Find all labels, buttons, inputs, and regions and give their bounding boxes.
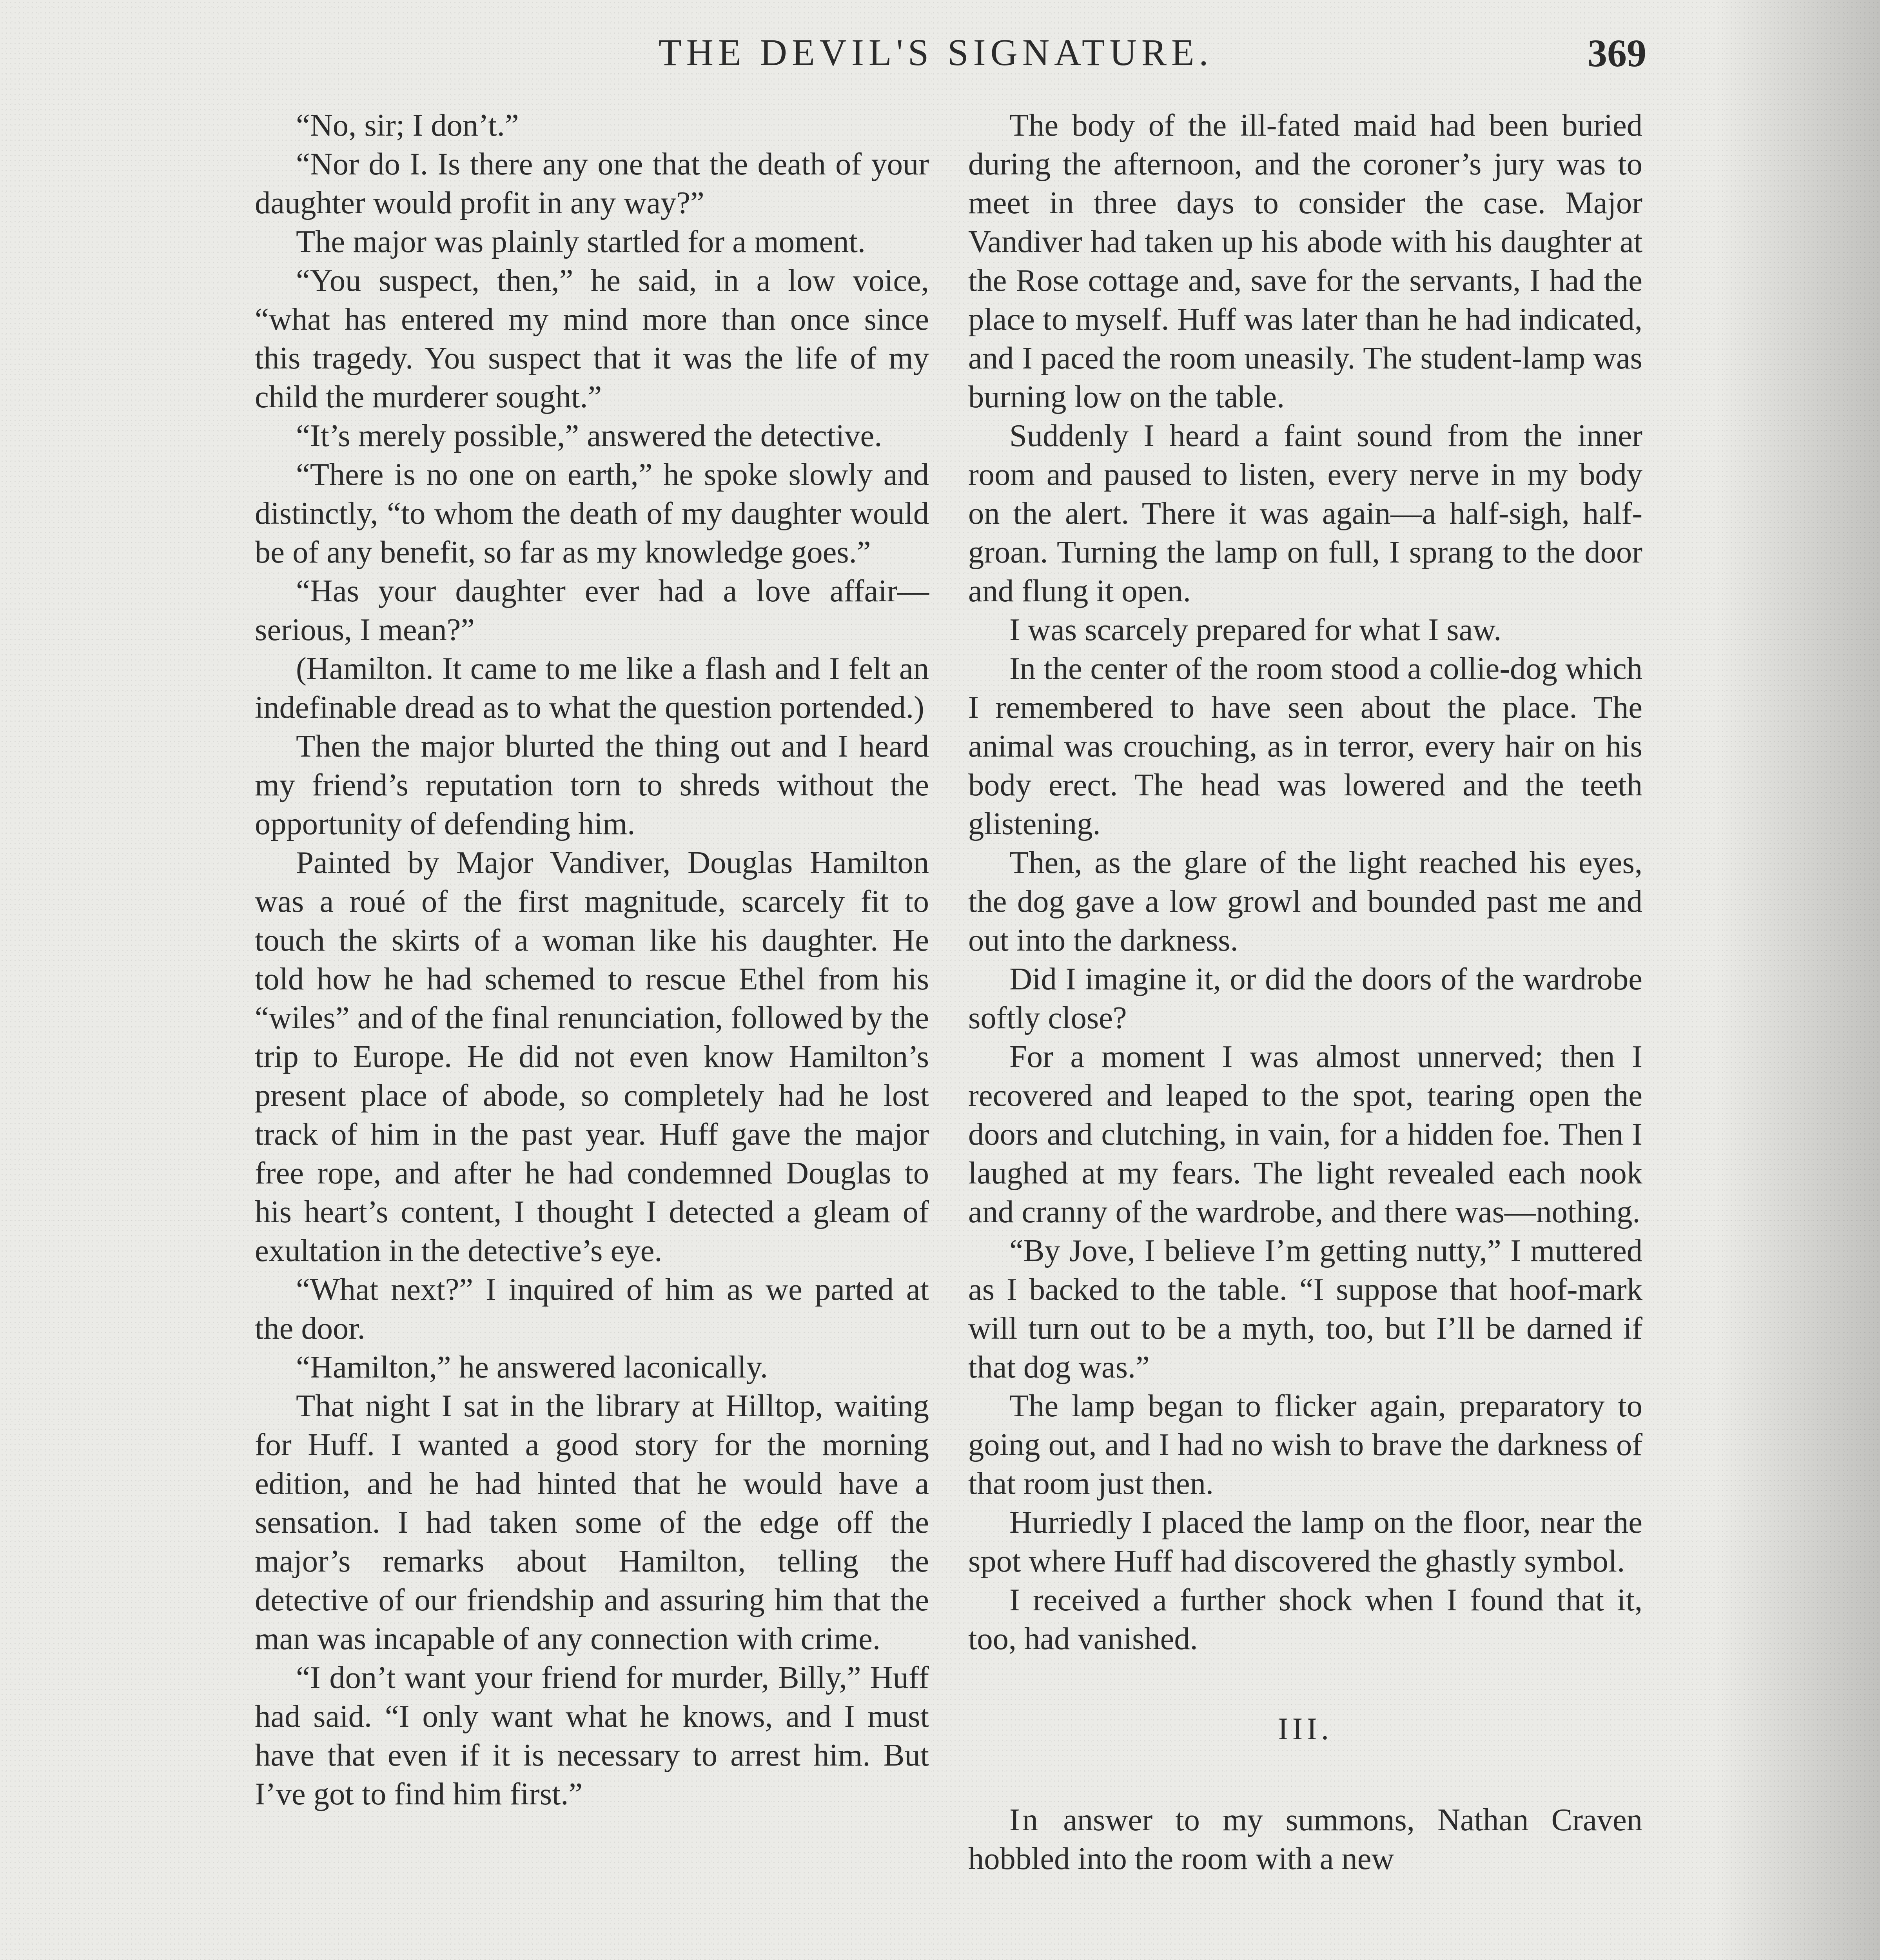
- paragraph: “By Jove, I believe I’m getting nutty,” I muttered as I backed to the table. “I suppose that hoof-mark will turn out to be a myth, too, but I’ll be darned if that dog was.”: [968, 1233, 1642, 1385]
- paragraph: (Hamilton. It came to me like a flash and I felt an indefinable dread as to what the question portended.): [255, 651, 929, 725]
- paragraph: “I don’t want your friend for murder, Billy,” Huff had said. “I only want what he knows, and I must have that even if it is necessary to arrest him. But I’ve got to find him first.”: [255, 1660, 929, 1811]
- left-column: [255, 106, 929, 1813]
- paragraph: In the center of the room stood a collie-dog which I remembered to have seen about the place. The animal was crouching, as in terror, every hair on his body erect. The head was lowered and the teeth glistening.: [968, 651, 1642, 841]
- page-number: 369: [1588, 31, 1646, 75]
- paragraph: Then, as the glare of the light reached his eyes, the dog gave a low growl and bounded past me and out into the darkness.: [968, 845, 1642, 958]
- page-header: [259, 31, 1646, 82]
- paragraph: Suddenly I heard a faint sound from the inner room and paused to listen, every nerve in my body on the alert. There it was again—a half-sigh, half-groan. Turning the lamp on full, I sprang to the door and flung it open.: [968, 418, 1642, 608]
- paragraph: That night I sat in the library at Hilltop, waiting for Huff. I wanted a good story for the morning edition, and he had hinted that he would have a sensation. I had taken some of the edge off the major’s remarks about Hamilton, telling the detective of our friendship and assuring him that the man was incapable of any connection with crime.: [255, 1388, 929, 1656]
- paragraph: “What next?” I inquired of him as we parted at the door.: [255, 1272, 929, 1346]
- paragraph: “Has your daughter ever had a love affair—serious, I mean?”: [255, 573, 929, 647]
- paragraph: I received a further shock when I found that it, too, had vanished.: [968, 1583, 1642, 1656]
- paragraph: The major was plainly startled for a moment.: [296, 224, 866, 259]
- paragraph: “It’s merely possible,” answered the detective.: [296, 418, 882, 453]
- paragraph: “There is no one on earth,” he spoke slowly and distinctly, “to whom the death of my daughter would be of any benefit, so far as my knowledge goes.”: [255, 457, 929, 570]
- paragraph: Then the major blurted the thing out and I heard my friend’s reputation torn to shreds without the opportunity of defending him.: [255, 729, 929, 841]
- paragraph: The lamp began to flicker again, preparatory to going out, and I had no wish to brave the darkness of that room just then.: [968, 1388, 1642, 1501]
- paragraph: For a moment I was almost unnerved; then I recovered and leaped to the spot, tearing open the doors and clutching, in vain, for a hidden foe. Then I laughed at my fears. The light revealed each nook and cranny of the wardrobe, and there was—nothing.: [968, 1039, 1642, 1229]
- lead-word: In: [1009, 1802, 1041, 1837]
- opening-text: answer to my summons, Nathan Craven hobbled into the room with a new: [968, 1802, 1642, 1876]
- paragraph: I was scarcely prepared for what I saw.: [1009, 612, 1502, 647]
- paragraph: Did I imagine it, or did the doors of the wardrobe softly close?: [968, 962, 1642, 1035]
- paragraph: Painted by Major Vandiver, Douglas Hamilton was a roué of the first magnitude, scarcely fit to touch the skirts of a woman like his daughter. He told how he had schemed to rescue Ethel from his “wiles” and of the final renunciation, followed by the trip to Europe. He did not even know Hamilton’s present place of abode, so completely had he lost track of him in the past year. Huff gave the major free rope, and after he had condemned Douglas to his heart’s content, I thought I detected a gleam of exultation in the detective’s eye.: [255, 845, 929, 1268]
- section-opening-paragraph: [968, 1800, 1642, 1878]
- paragraph: “No, sir; I don’t.”: [296, 108, 519, 143]
- page-edge-shadow: [1715, 0, 1880, 1960]
- paragraph: “You suspect, then,” he said, in a low voice, “what has entered my mind more than once since this tragedy. You suspect that it was the life of my child the murderer sought.”: [255, 263, 929, 414]
- running-title: THE DEVIL'S SIGNATURE.: [659, 31, 1213, 73]
- paragraph: The body of the ill-fated maid had been buried during the afternoon, and the coroner’s jury was to meet in three days to consider the case. Major Vandiver had taken up his abode with his daughter at the Rose cottage and, save for the servants, I had the place to myself. Huff was later than he had indicated, and I paced the room uneasily. The student-lamp was burning low on the table.: [968, 108, 1642, 414]
- paragraph: Hurriedly I placed the lamp on the floor, near the spot where Huff had discovered the ghastly symbol.: [968, 1505, 1642, 1579]
- paragraph: “Hamilton,” he answered laconically.: [296, 1350, 768, 1385]
- section-heading: III.: [1278, 1712, 1333, 1746]
- right-column: [968, 106, 1642, 1878]
- paragraph: “Nor do I. Is there any one that the death of your daughter would profit in any way?”: [255, 147, 929, 220]
